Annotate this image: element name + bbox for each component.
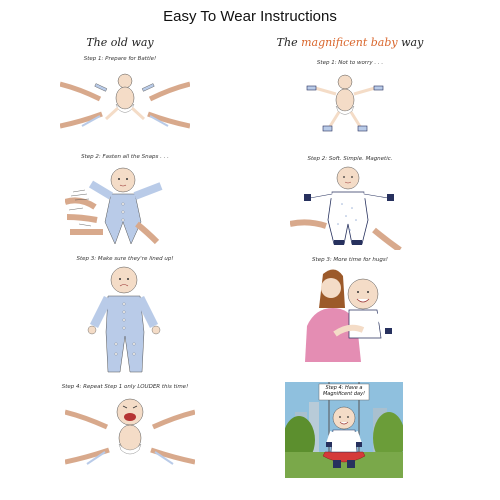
new-way-heading-prefix: The: [276, 36, 298, 49]
new-step-4-illustration: [285, 382, 403, 478]
new-way-heading-accent: magnificent baby: [301, 36, 398, 49]
old-step-1-label: Step 1: Prepare for Battle!: [83, 56, 157, 62]
new-step-2-label: Step 2: Soft. Simple. Magnetic.: [307, 156, 393, 162]
old-step-2-illustration: [65, 162, 190, 252]
old-step-3-illustration: [80, 264, 170, 376]
page-title: Easy To Wear Instructions: [163, 8, 337, 25]
old-step-4-label: Step 4: Repeat Step 1 only LOUDER this time!: [61, 384, 189, 390]
new-step-1-illustration: [285, 68, 405, 138]
old-step-2-label: Step 2: Fasten all the Snaps . . .: [81, 154, 169, 160]
old-step-1-illustration: [60, 64, 190, 134]
new-step-1-label: Step 1: Not to worry . . .: [316, 60, 384, 66]
new-step-2-illustration: [290, 164, 410, 250]
new-step-3-label: Step 3: More time for hugs!: [312, 257, 388, 263]
old-step-3-label: Step 3: Make sure they're lined up!: [76, 256, 174, 262]
new-step-3-illustration: [305, 264, 395, 362]
old-way-heading: The old way: [86, 36, 154, 49]
new-step-4-label: Step 4: Have a Magnificent day!: [322, 385, 366, 397]
new-way-heading: [265, 36, 435, 49]
old-step-4-illustration: [65, 392, 195, 472]
new-way-heading-suffix: way: [401, 36, 424, 49]
